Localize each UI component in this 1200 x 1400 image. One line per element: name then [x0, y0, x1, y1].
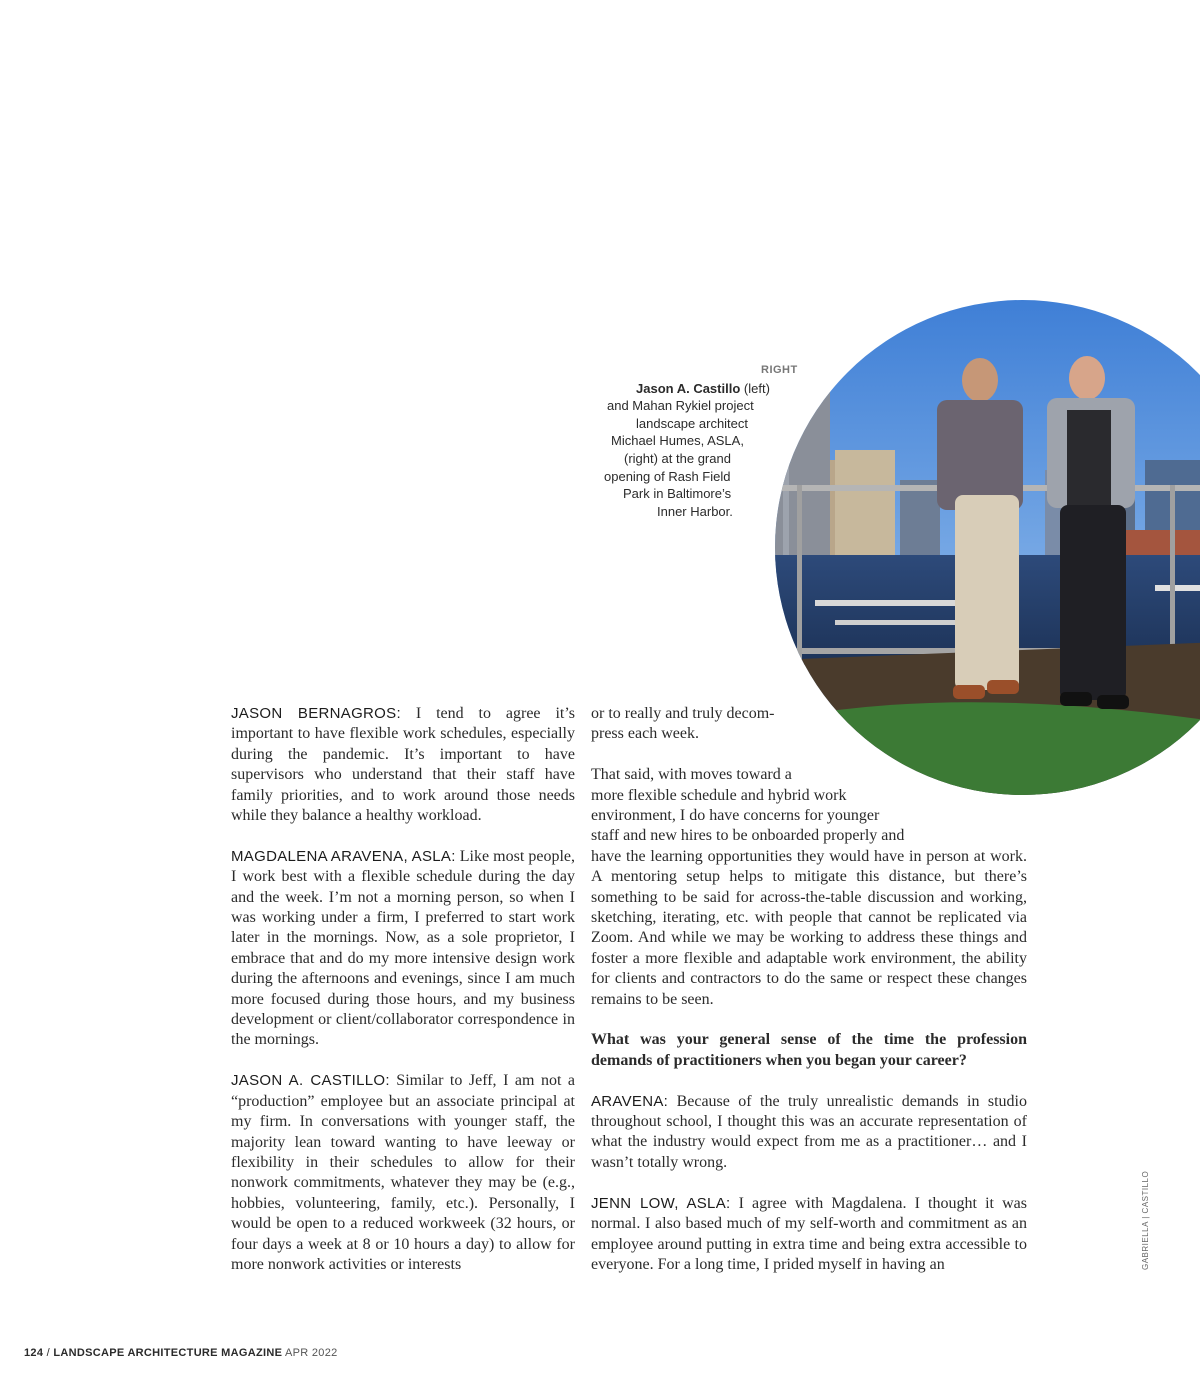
paragraph-text: Like most people, I work best with a flexible schedule during the day and the week. I’m not a morning person, so when I was working under a firm, I preferred to start work later in the mornings. Now, as a sole proprietor, I embrace that and do my more intensive design work during the afternoons and evenings, since I am much more focused during those hours, and my business development or client/collaborator correspondence in the mornings.	[231, 847, 575, 1049]
speaker-name: JENN LOW, ASLA:	[591, 1194, 731, 1212]
paragraph-text: Because of the truly unrealistic demands in studio throughout school, I thought this was an accurate representation of what the industry would expect from me as a practitioner… and I wasn’t totally wrong.	[591, 1092, 1027, 1171]
paragraph-castillo	[231, 1071, 575, 1275]
magazine-name: LANDSCAPE ARCHITECTURE MAGAZINE	[53, 1347, 283, 1359]
paragraph-continued	[591, 704, 1027, 745]
caption-label: RIGHT	[761, 364, 798, 376]
text-line: That said, with moves toward a	[591, 766, 792, 784]
page-footer	[24, 1347, 338, 1359]
speaker-name: ARAVENA:	[591, 1092, 669, 1110]
paragraph-text: Similar to Jeff, I am not a “production” employee but an associate principal at my firm. In conversations with younger staff, the majority lean toward wanting to have leeway or flexibility in their schedules to allow for their nonwork commitments, whatever they may be (e.g., hobbies, volunteering, family, etc.). Personally, I would be open to a reduced workweek (32 hours, or four days a week at 8 or 10 hours a day) to allow for more nonwork activities or interests	[231, 1072, 576, 1273]
paragraph-text: I agree with Magdalena. I thought it was normal. I also based much of my self-worth and commitment as an employee around putting in extra time and being extra accessible to everyone. For a long time, I prided myself in having an	[591, 1194, 1027, 1273]
caption-line-6: opening of Rash Field	[604, 468, 731, 484]
paragraph-low-answer	[591, 1194, 1027, 1276]
caption-line-8: Inner Harbor.	[657, 503, 733, 519]
text-line: environment, I do have concerns for younger	[591, 807, 880, 825]
speaker-name: JASON A. CASTILLO:	[231, 1072, 390, 1090]
caption-line-7: Park in Baltimore’s	[623, 486, 732, 502]
footer-separator: /	[43, 1347, 54, 1359]
issue-date: APR 2022	[282, 1347, 338, 1359]
caption-line-4: Michael Humes, ASLA,	[611, 433, 744, 449]
paragraph-aravena	[231, 847, 575, 1051]
text-line: staff and new hires to be onboarded properly and	[591, 827, 905, 845]
paragraph-text: have the learning opportunities they would have in person at work. A mentoring setup helps to mitigate this distance, but there’s something to be said for across-the-table discussion and working, sketching, iterating, etc. with people that cannot be replicated via Zoom. And while we may be working to address these things and foster a more flexible and adaptable work environment, the ability for clients and contractors to do the same or respect these changes remains to be seen.	[591, 847, 1027, 1008]
photo-caption	[560, 362, 800, 520]
caption-line-2: and Mahan Rykiel project	[607, 398, 754, 414]
caption-line-1	[560, 380, 800, 398]
paragraph-that-said	[591, 765, 1027, 1010]
caption-line-5: (right) at the grand	[624, 450, 731, 466]
photo-credit: GABRIELLA | CASTILLO	[1141, 1170, 1150, 1270]
paragraph-text: I tend to agree it’s important to have flexible work schedules, especially during the pandemic. It’s important to have supervisors who understand that their staff have family priorities, and to work around those needs while they balance a healthy workload.	[231, 705, 576, 825]
right-column	[591, 704, 1027, 1296]
caption-line-1-rest: (left)	[740, 380, 770, 396]
paragraph-aravena-answer	[591, 1092, 1027, 1174]
text-line: press each week.	[591, 725, 699, 743]
paragraph-bernagros	[231, 704, 575, 826]
page-number: 124	[24, 1347, 44, 1359]
left-column	[231, 704, 575, 1296]
text-line: or to really and truly decom-	[591, 705, 775, 722]
interview-question: What was your general sense of the time the profession demands of practitioners when you began your career?	[591, 1031, 1027, 1069]
caption-name: Jason A. Castillo	[636, 380, 741, 396]
speaker-name: MAGDALENA ARAVENA, ASLA:	[231, 847, 456, 865]
caption-line-3: landscape architect	[636, 415, 749, 431]
speaker-name: JASON BERNAGROS:	[231, 705, 401, 722]
text-line: more flexible schedule and hybrid work	[591, 786, 847, 804]
